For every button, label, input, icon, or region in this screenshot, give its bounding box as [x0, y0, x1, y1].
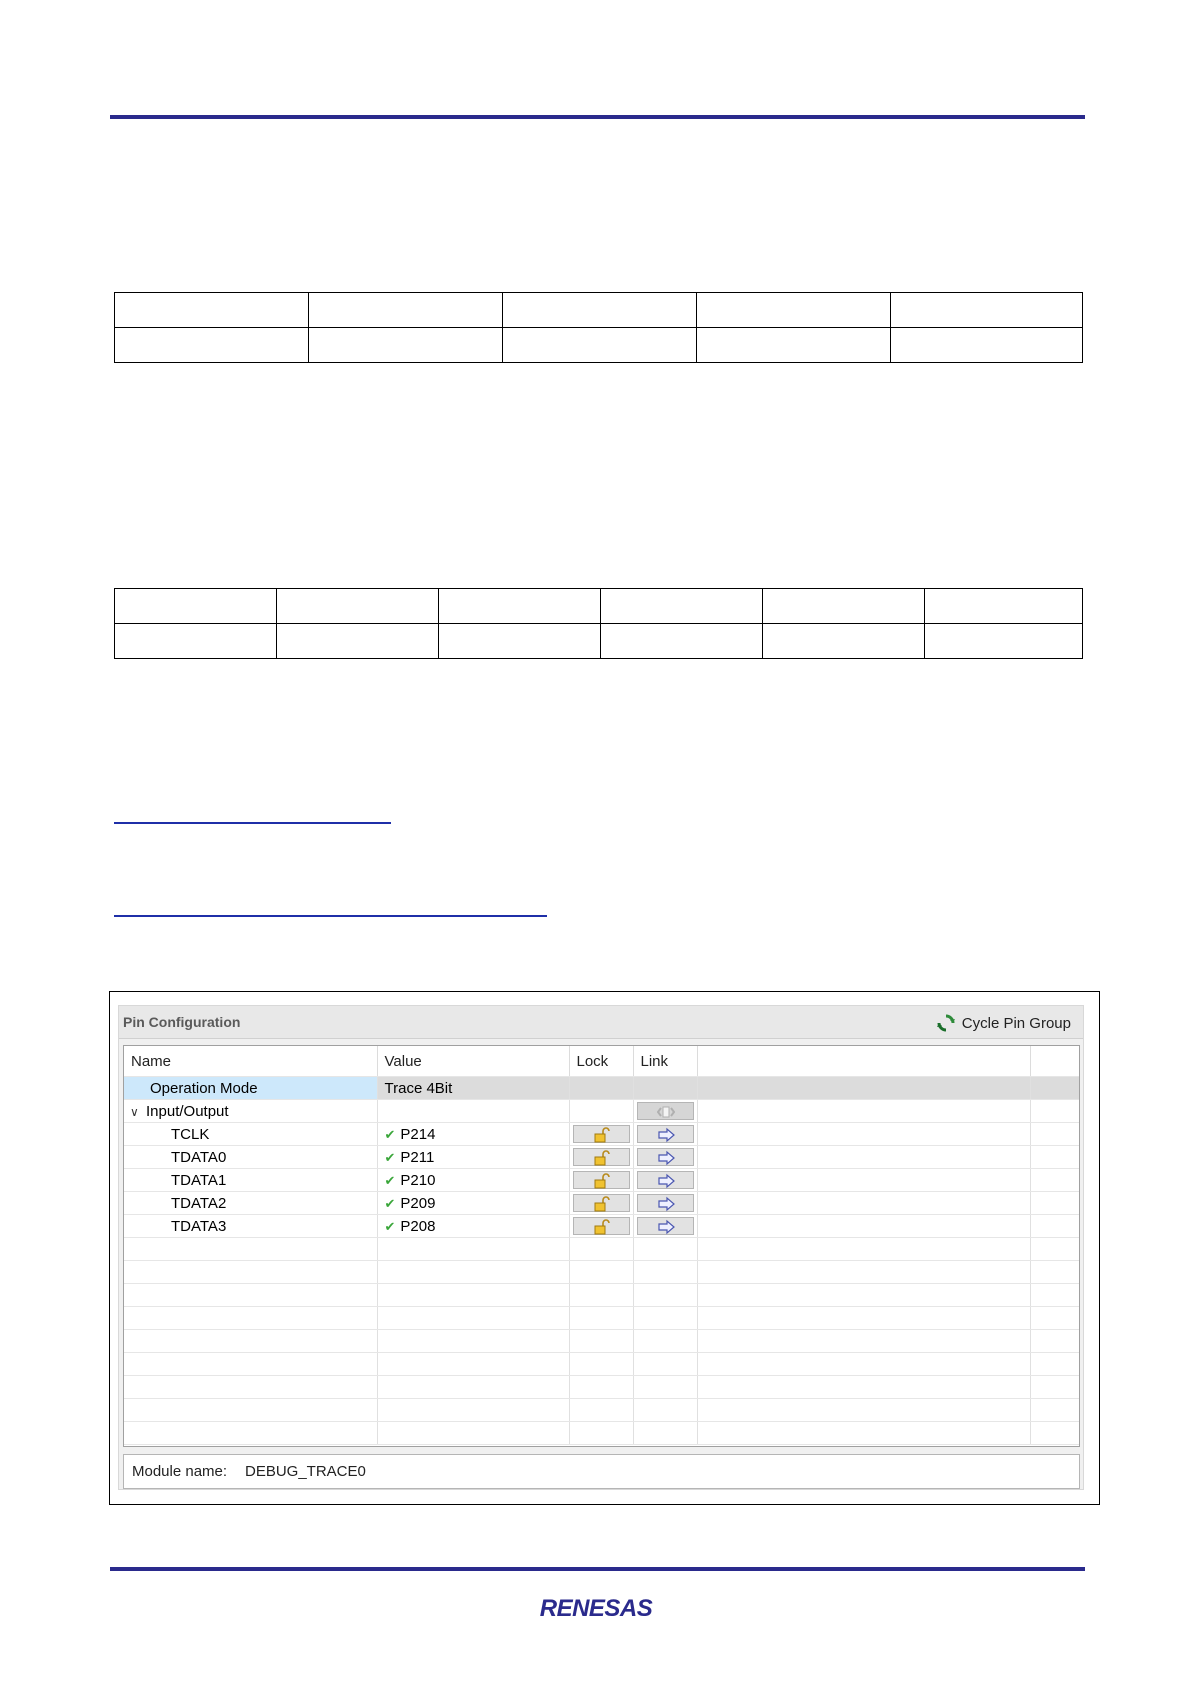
- empty-row: [124, 1399, 1079, 1422]
- empty-row: [124, 1353, 1079, 1376]
- lock-button[interactable]: [573, 1217, 630, 1235]
- group-link-button: [637, 1102, 694, 1120]
- cycle-pin-group-button[interactable]: [936, 1013, 1071, 1033]
- pin-name: TCLK: [171, 1125, 210, 1143]
- column-header-lock[interactable]: Lock: [569, 1046, 633, 1077]
- column-header-empty: [697, 1046, 1030, 1077]
- lock-button[interactable]: [573, 1194, 630, 1212]
- operation-mode-label: Operation Mode: [150, 1079, 258, 1097]
- pin-name: TDATA3: [171, 1217, 227, 1235]
- renesas-logo: [524, 1594, 669, 1622]
- pin-value[interactable]: P211: [400, 1148, 435, 1166]
- arrow-right-icon: [657, 1219, 677, 1235]
- pin-configuration-screenshot: [109, 991, 1100, 1505]
- padlock-open-icon: [593, 1127, 611, 1143]
- pin-row[interactable]: [124, 1192, 1079, 1215]
- pin-row[interactable]: [124, 1146, 1079, 1169]
- column-header-link[interactable]: Link: [633, 1046, 697, 1077]
- lock-button[interactable]: [573, 1148, 630, 1166]
- column-header-name[interactable]: Name: [124, 1046, 377, 1077]
- pin-grid: [123, 1045, 1080, 1447]
- pin-configuration-panel: [118, 1005, 1084, 1490]
- empty-row: [124, 1284, 1079, 1307]
- module-name-bar: [123, 1454, 1080, 1489]
- chevron-down-icon[interactable]: ∨: [130, 1104, 139, 1119]
- pin-name: TDATA0: [171, 1148, 227, 1166]
- empty-row: [124, 1376, 1079, 1399]
- empty-row: [124, 1307, 1079, 1330]
- operation-mode-value[interactable]: Trace 4Bit: [384, 1079, 453, 1097]
- grid-header-row: [124, 1046, 1079, 1077]
- pin-name: TDATA2: [171, 1194, 227, 1212]
- empty-row: [124, 1422, 1079, 1445]
- pin-row[interactable]: [124, 1123, 1079, 1146]
- module-name-value: DEBUG_TRACE0: [245, 1463, 366, 1480]
- arrow-right-icon: [657, 1173, 677, 1189]
- operation-mode-row[interactable]: [124, 1077, 1079, 1100]
- empty-row: [124, 1261, 1079, 1284]
- padlock-open-icon: [593, 1219, 611, 1235]
- check-icon: ✔: [384, 1195, 396, 1211]
- check-icon: ✔: [384, 1172, 396, 1188]
- empty-table-2: [114, 588, 1083, 659]
- link-underline-1[interactable]: [114, 822, 391, 824]
- link-button[interactable]: [637, 1148, 694, 1166]
- cycle-icon: [936, 1013, 956, 1033]
- check-icon: ✔: [384, 1218, 396, 1234]
- lock-button[interactable]: [573, 1125, 630, 1143]
- panel-header: [119, 1006, 1083, 1039]
- header-rule: [110, 115, 1085, 119]
- svg-text:RENESAS: RENESAS: [539, 1595, 653, 1622]
- footer-rule: [110, 1567, 1085, 1571]
- empty-table-1: [114, 292, 1083, 363]
- link-underline-2[interactable]: [114, 915, 547, 917]
- padlock-open-icon: [593, 1196, 611, 1212]
- column-header-empty-2: [1030, 1046, 1079, 1077]
- pin-value[interactable]: P209: [400, 1194, 436, 1212]
- pin-value[interactable]: P210: [400, 1171, 436, 1189]
- arrow-right-icon: [657, 1196, 677, 1212]
- arrow-right-icon: [657, 1150, 677, 1166]
- padlock-open-icon: [593, 1150, 611, 1166]
- input-output-group-row[interactable]: [124, 1100, 1079, 1123]
- module-name-label: Module name:: [132, 1463, 228, 1480]
- link-button[interactable]: [637, 1194, 694, 1212]
- check-icon: ✔: [384, 1126, 396, 1142]
- pin-row[interactable]: [124, 1169, 1079, 1192]
- empty-row: [124, 1238, 1079, 1261]
- pin-row[interactable]: [124, 1215, 1079, 1238]
- empty-row: [124, 1330, 1079, 1353]
- link-button[interactable]: [637, 1171, 694, 1189]
- pin-name: TDATA1: [171, 1171, 227, 1189]
- check-icon: ✔: [384, 1149, 396, 1165]
- cycle-pin-group-label: Cycle Pin Group: [961, 1014, 1071, 1032]
- arrow-right-icon: [657, 1127, 677, 1143]
- link-button[interactable]: [637, 1125, 694, 1143]
- link-button[interactable]: [637, 1217, 694, 1235]
- lock-button[interactable]: [573, 1171, 630, 1189]
- link-disabled-icon: [657, 1104, 675, 1120]
- pin-value[interactable]: P208: [400, 1217, 436, 1235]
- pin-value[interactable]: P214: [400, 1125, 436, 1143]
- group-label: Input/Output: [146, 1102, 229, 1120]
- panel-title: Pin Configuration: [123, 1014, 241, 1030]
- column-header-value[interactable]: Value: [377, 1046, 569, 1077]
- padlock-open-icon: [593, 1173, 611, 1189]
